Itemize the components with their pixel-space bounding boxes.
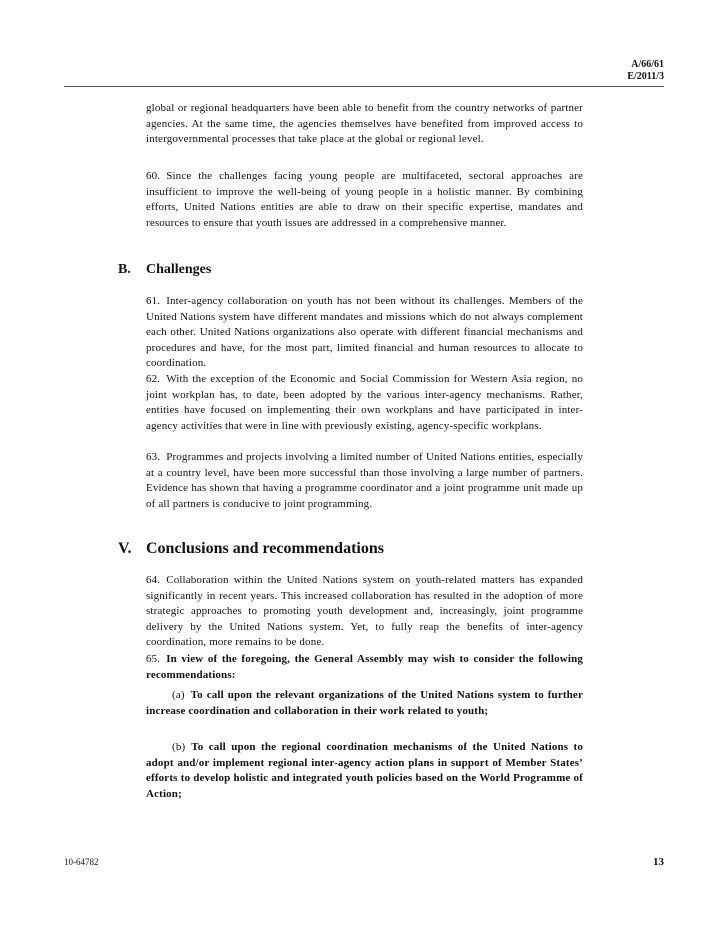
recommendation-b xyxy=(146,740,583,802)
section-heading-challenges xyxy=(118,262,211,278)
paragraph-number: 63. xyxy=(146,451,161,463)
paragraph-number: 60. xyxy=(146,170,161,182)
paragraph-number: 64. xyxy=(146,574,161,586)
document-symbol: A/66/61 xyxy=(631,59,664,70)
paragraph-60 xyxy=(146,169,583,231)
section-letter: B. xyxy=(118,262,131,277)
section-title: Conclusions and recommendations xyxy=(146,540,384,557)
section-heading-conclusions xyxy=(118,540,384,558)
paragraph-number: 61. xyxy=(146,295,161,307)
paragraph-text: Inter-agency collaboration on youth has not been without its challenges. Members of the United Nations system have different mandates and missions which do not always complement each other. United Nations organizations also operate with different financial mechanisms and procedures and have, for the most part, limited financial and human resources to allocate to coordination. xyxy=(146,295,583,370)
job-number: 10-64782 xyxy=(64,857,99,867)
paragraph-text: With the exception of the Economic and Social Commission for Western Asia region, no joint workplan has, to date, been adopted by the various inter-agency mechanisms. Rather, entities have focused on implementing their own workplans and have participated in inter-agency activities that were in line with previously existing, agency-specific workplans. xyxy=(146,373,583,432)
paragraph-62 xyxy=(146,372,583,434)
page-number: 13 xyxy=(653,856,664,868)
paragraph-65 xyxy=(146,652,583,683)
section-title: Challenges xyxy=(146,262,212,277)
paragraph-text: Collaboration within the United Nations system on youth-related matters has expanded significantly in recent years. This increased collaboration has resulted in the adoption of more strategic approaches to promoting youth development and, increasingly, joint programme delivery by the United Nations system. Yet, to fully reap the benefits of inter-agency coordination, more remains to be done. xyxy=(146,574,583,649)
paragraph-text: global or regional headquarters have been able to benefit from the country networks of partner agencies. At the same time, the agencies themselves have benefited from improved access to intergovernmental processes that take place at the global or regional level. xyxy=(146,102,583,146)
recommendation-label: (b) xyxy=(172,741,186,753)
paragraph-text: Since the challenges facing young people are multifaceted, sectoral approaches are insufficient to improve the well-being of young people in a holistic manner. By combining efforts, United Nations entities are able to draw on their specific expertise, mandates and resources to ensure that youth issues are addressed in a comprehensive manner. xyxy=(146,170,583,229)
recommendation-text: To call upon the regional coordination mechanisms of the United Nations to adopt and/or implement regional inter-agency action plans in support of Member States’ efforts to develop holistic and integrated youth policies based on the World Programme of Action; xyxy=(146,741,583,800)
recommendation-text: To call upon the relevant organizations of the United Nations system to further increase coordination and collaboration in their work related to youth; xyxy=(146,689,583,717)
paragraph-text: Programmes and projects involving a limited number of United Nations entities, especially at a country level, have been more successful than those involving a large number of partners. Evidence has shown that having a programme coordinator and a joint programme unit made up of all partners is conducive to joint programming. xyxy=(146,451,583,510)
paragraph-text: In view of the foregoing, the General Assembly may wish to consider the following recommendations: xyxy=(146,653,583,681)
paragraph-61 xyxy=(146,294,583,372)
paragraph-number: 62. xyxy=(146,373,161,385)
header-rule xyxy=(64,86,664,87)
paragraph-number: 65. xyxy=(146,653,161,665)
paragraph-64 xyxy=(146,573,583,651)
recommendation-label: (a) xyxy=(172,689,185,701)
recommendation-a xyxy=(146,688,583,719)
document-symbol-secondary: E/2011/3 xyxy=(627,71,664,82)
section-letter: V. xyxy=(118,540,132,557)
continuation-paragraph xyxy=(146,101,583,148)
paragraph-63 xyxy=(146,450,583,512)
